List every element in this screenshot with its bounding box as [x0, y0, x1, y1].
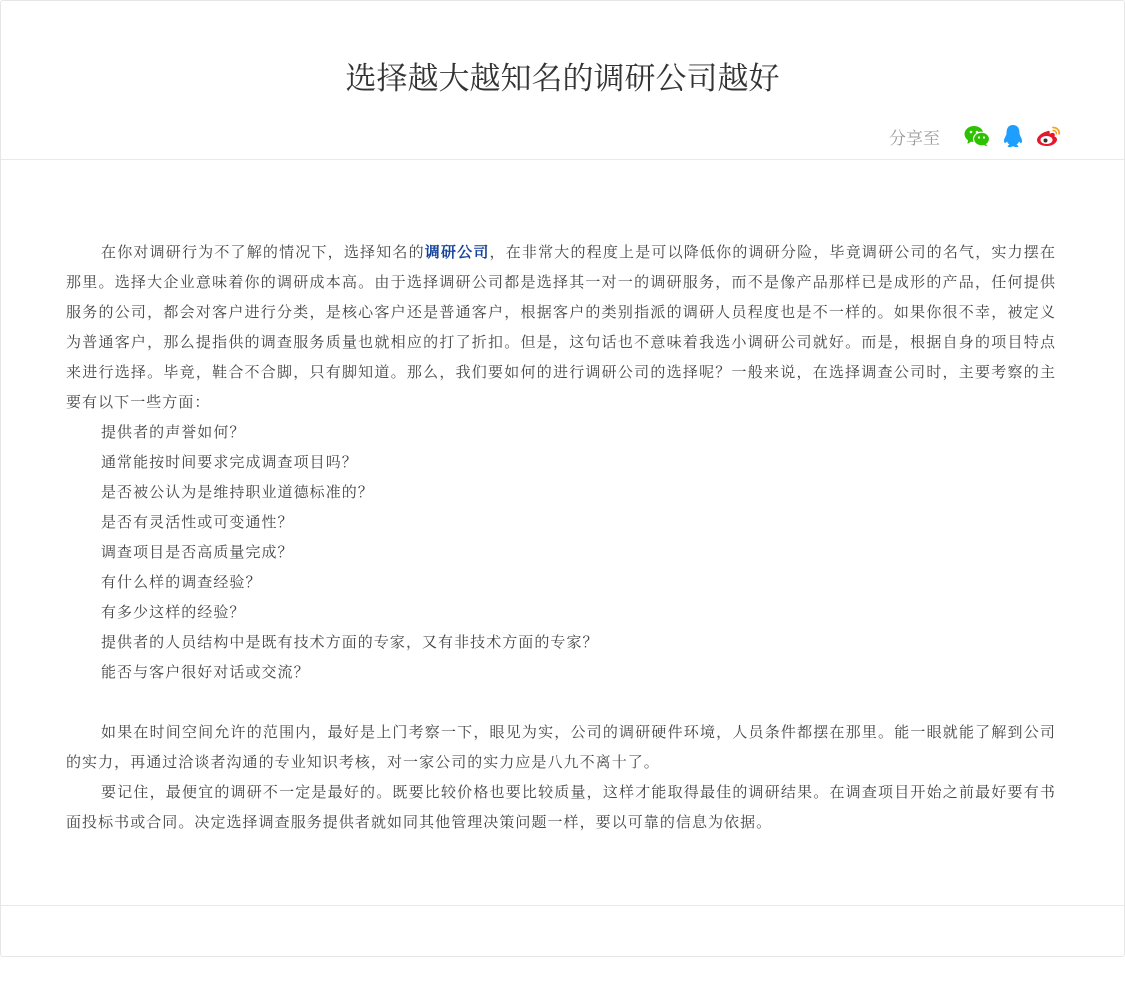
footer-divider: [1, 905, 1124, 906]
article-body: [66, 237, 1056, 837]
qq-icon[interactable]: [1000, 123, 1026, 149]
visit-paragraph: 如果在时间空间允许的范围内，最好是上门考察一下，眼见为实，公司的调研硬件环境，人员条件都摆在那里。能一眼就能了解到公司的实力，再通过洽谈者沟通的专业知识考核，对一家公司的实力应是八九不离十了。: [66, 723, 1056, 771]
question-item: 调查项目是否高质量完成？: [101, 543, 294, 561]
question-item: 能否与客户很好对话或交流？: [101, 663, 310, 681]
research-company-link[interactable]: 调研公司: [424, 243, 490, 261]
weibo-icon[interactable]: [1036, 123, 1062, 149]
question-item: 是否有灵活性或可变通性？: [101, 513, 294, 531]
question-item: 提供者的声誉如何？: [101, 423, 246, 441]
question-item: 有什么样的调查经验？: [101, 573, 262, 591]
question-item: 有多少这样的经验？: [101, 603, 246, 621]
question-item: 提供者的人员结构中是既有技术方面的专家，又有非技术方面的专家？: [101, 633, 599, 651]
price-paragraph: 要记住，最便宜的调研不一定是最好的。既要比较价格也要比较质量，这样才能取得最佳的调研结果。在调查项目开始之前最好要有书面投标书或合同。决定选择调查服务提供者就如同其他管理决策问题一样，要以可靠的信息为依据。: [66, 783, 1056, 831]
paragraph-spacer: [66, 687, 1056, 717]
intro-paragraph: 在你对调研行为不了解的情况下，选择知名的调研公司，在非常大的程度上是可以降低你的调研分险，毕竟调研公司的名气，实力摆在那里。选择大企业意味着你的调研成本高。由于选择调研公司都是选择其一对一的调研服务，而不是像产品那样已是成形的产品，任何提供服务的公司，都会对客户进行分类，是核心客户还是普通客户，根据客户的类别指派的调研人员程度也是不一样的。如果你很不幸，被定义为普通客户，那么提指供的调查服务质量也就相应的打了折扣。但是，这句话也不意味着我选小调研公司就好。而是，根据自身的项目特点来进行选择。毕竟，鞋合不合脚，只有脚知道。那么，我们要如何的进行调研公司的选择呢？一般来说，在选择调查公司时，主要考察的主要有以下一些方面：: [66, 243, 1056, 411]
article-title: 选择越大越知名的调研公司越好: [345, 61, 780, 97]
share-label: 分享至: [889, 128, 940, 149]
question-item: 通常能按时间要求完成调查项目吗？: [101, 453, 358, 471]
question-item: 是否被公认为是维持职业道德标准的？: [101, 483, 374, 501]
wechat-icon[interactable]: [964, 123, 990, 149]
share-bar: [889, 122, 1062, 150]
article-header: [1, 1, 1124, 160]
